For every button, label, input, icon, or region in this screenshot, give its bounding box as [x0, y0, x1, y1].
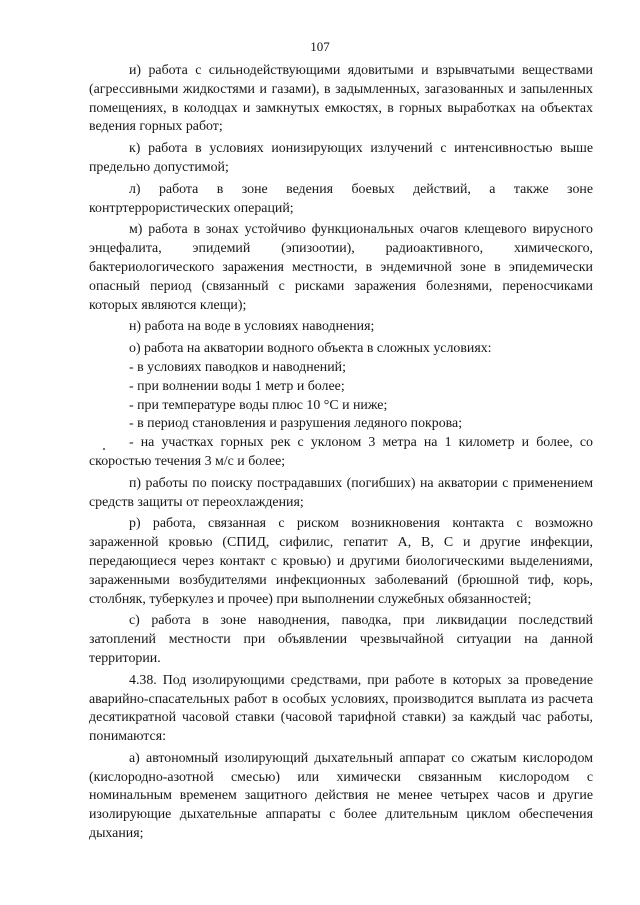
list-item-ice-cover: - в период становления и разрушения ледяного покрова;	[129, 416, 463, 432]
paragraph-m-infection-zones: м) работа в зонах устойчиво функциональных очагов клещевого вирусного энцефалита, эпидемий (эпизоотии), радиоактивного, химического, бактериологического заражения местности, в эндемичной зоне в эпидемически опасный период (связанный с рисками заражения болезнями, переносчиками которых являются клещи);	[89, 222, 593, 313]
list-item-floods: - в условиях паводков и наводнений;	[129, 359, 346, 375]
page-number: 107	[310, 39, 330, 54]
list-item-water-temperature: - при температуре воды плюс 10 °С и ниже;	[129, 397, 388, 413]
paragraph-a-breathing-apparatus: а) автономный изолирующий дыхательный аппарат со сжатым кислородом (кислородно-азотной смесью) или химически связанным кислородом с номинальным временем защитного действия не менее четырех часов и другие изолирующие дыхательные аппараты с более длительным циклом обеспечения дыхания;	[89, 750, 593, 842]
paragraph-l-combat-zone: л) работа в зоне ведения боевых действий, а также зоне контртеррористических операций;	[89, 181, 593, 216]
paragraph-r-blood-contact-risk: р) работа, связанная с риском возникновения контакта с возможно зараженной кровью (СПИД, сифилис, гепатит А, В, С и другие инфекции, передающиеся через контакт с кровью) и другими биологическими выделениями, зараженными возбудителями инфекционных заболеваний (брюшной тиф, корь, столбняк, туберкулез и прочее) при выполнении служебных обязанностей;	[89, 516, 593, 607]
paragraph-o-water-area-work: о) работа на акватории водного объекта в сложных условиях:	[129, 341, 492, 357]
paragraph-4-38-isolating-means: 4.38. Под изолирующими средствами, при работе в которых за проведение аварийно-спасательных работ в особых условиях, производится выплата из расчета десятикратной часовой ставки (часовой тарифной ставки) за каждый час работы, понимаются:	[89, 672, 593, 745]
scan-speck	[103, 448, 105, 450]
list-item-waves: - при волнении воды 1 метр и более;	[129, 378, 345, 394]
paragraph-p-search-on-water: п) работы по поиску пострадавших (погибших) на акватории с применением средств защиты от переохлаждения;	[89, 475, 593, 510]
paragraph-s-flood-zone-work: с) работа в зоне наводнения, паводка, при ликвидации последствий затоплений местности при объявлении чрезвычайной ситуации на данной территории.	[89, 613, 593, 666]
list-item-mountain-rivers: - на участках горных рек с уклоном 3 метра на 1 километр и более, со скоростью течения 3 м/с и более;	[89, 435, 593, 469]
document-body	[89, 62, 593, 844]
paragraph-i-hazardous-substances: и) работа с сильнодействующими ядовитыми и взрывчатыми веществами (агрессивными жидкостями и газами), в задымленных, загазованных и запыленных помещениях, в колодцах и замкнутых емкостях, в горных выработках на объектах ведения горных работ;	[89, 63, 593, 135]
paragraph-k-ionizing-radiation: к) работа в условиях ионизирующих излучений с интенсивностью выше предельно допустимой;	[89, 141, 593, 175]
paragraph-n-flood-water-work: н) работа на воде в условиях наводнения;	[129, 319, 375, 335]
